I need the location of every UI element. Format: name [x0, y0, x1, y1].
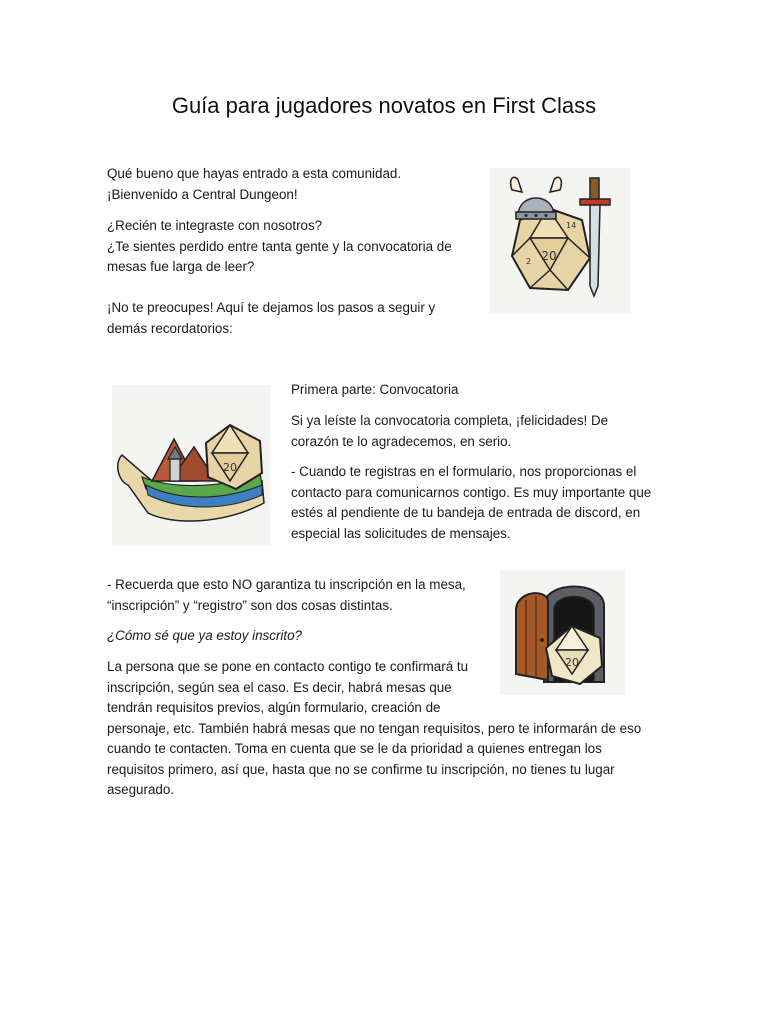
intro-text: ¿Te sientes perdido entre tanta gente y la convocatoria de — [107, 238, 452, 254]
intro-text: demás recordatorios: — [107, 320, 233, 336]
section-text: La persona que se pone en contacto contigo te confirmará tu — [107, 659, 469, 674]
section-heading: Primera parte: Convocatoria — [291, 382, 459, 397]
section-text: personaje, etc. También habrá mesas que no tengan requisitos, pero te informarán de eso — [107, 720, 642, 736]
section-text: Si ya leíste la convocatoria completa, ¡felicidades! De — [291, 413, 609, 428]
section-text: inscripción, según sea el caso. Es decir, habrá mesas que — [107, 679, 452, 695]
section-text: - Cuando te registras en el formulario, nos proporcionas el — [291, 464, 637, 479]
section-text: - Recuerda que esto NO garantiza tu inscripción en la mesa, — [107, 577, 466, 592]
page-title: Guía para jugadores novatos en First Class — [171, 93, 597, 118]
svg-text:14: 14 — [566, 221, 577, 230]
section-text: estés al pendiente de tu bandeja de entrada de discord, en — [291, 505, 641, 520]
section-text: tendrán requisitos previos, algún formulario, creación de — [107, 700, 441, 715]
question-text: ¿Cómo sé que ya estoy inscrito? — [107, 628, 302, 643]
section-text: asegurado. — [107, 782, 175, 797]
svg-text:20: 20 — [223, 461, 237, 474]
intro-text: mesas fue larga de leer? — [107, 259, 255, 274]
section-text: cuando te contacten. Toma en cuenta que se le da prioridad a quienes entregan los — [107, 741, 602, 756]
svg-text:20: 20 — [541, 249, 557, 263]
section-text: especial las solicitudes de mensajes. — [291, 525, 511, 541]
intro-text: Qué bueno que hayas entrado a esta comunidad. — [107, 166, 402, 181]
d20-helmet-sword-illustration — [490, 168, 630, 313]
svg-text:20: 20 — [565, 656, 579, 669]
intro-text: ¡No te preocupes! Aquí te dejamos los pasos a seguir y — [107, 300, 436, 315]
section-text: “inscripción” y “registro” son dos cosas distintas. — [107, 597, 393, 613]
section-text: requisitos primero, así que, hasta que no se confirme tu inscripción, no tienes tu lugar — [107, 761, 615, 777]
intro-text: ¿Recién te integraste con nosotros? — [107, 218, 323, 233]
section-text: corazón te lo agradecemos, en serio. — [291, 433, 512, 449]
d20-dungeon-door-illustration — [500, 570, 625, 695]
door-icon — [516, 593, 548, 680]
intro-text: ¡Bienvenido a Central Dungeon! — [107, 186, 298, 202]
svg-text:2: 2 — [526, 257, 532, 266]
d20-map-castle-illustration — [112, 385, 270, 545]
section-text: contacto para comunicarnos contigo. Es muy importante que — [291, 484, 652, 500]
